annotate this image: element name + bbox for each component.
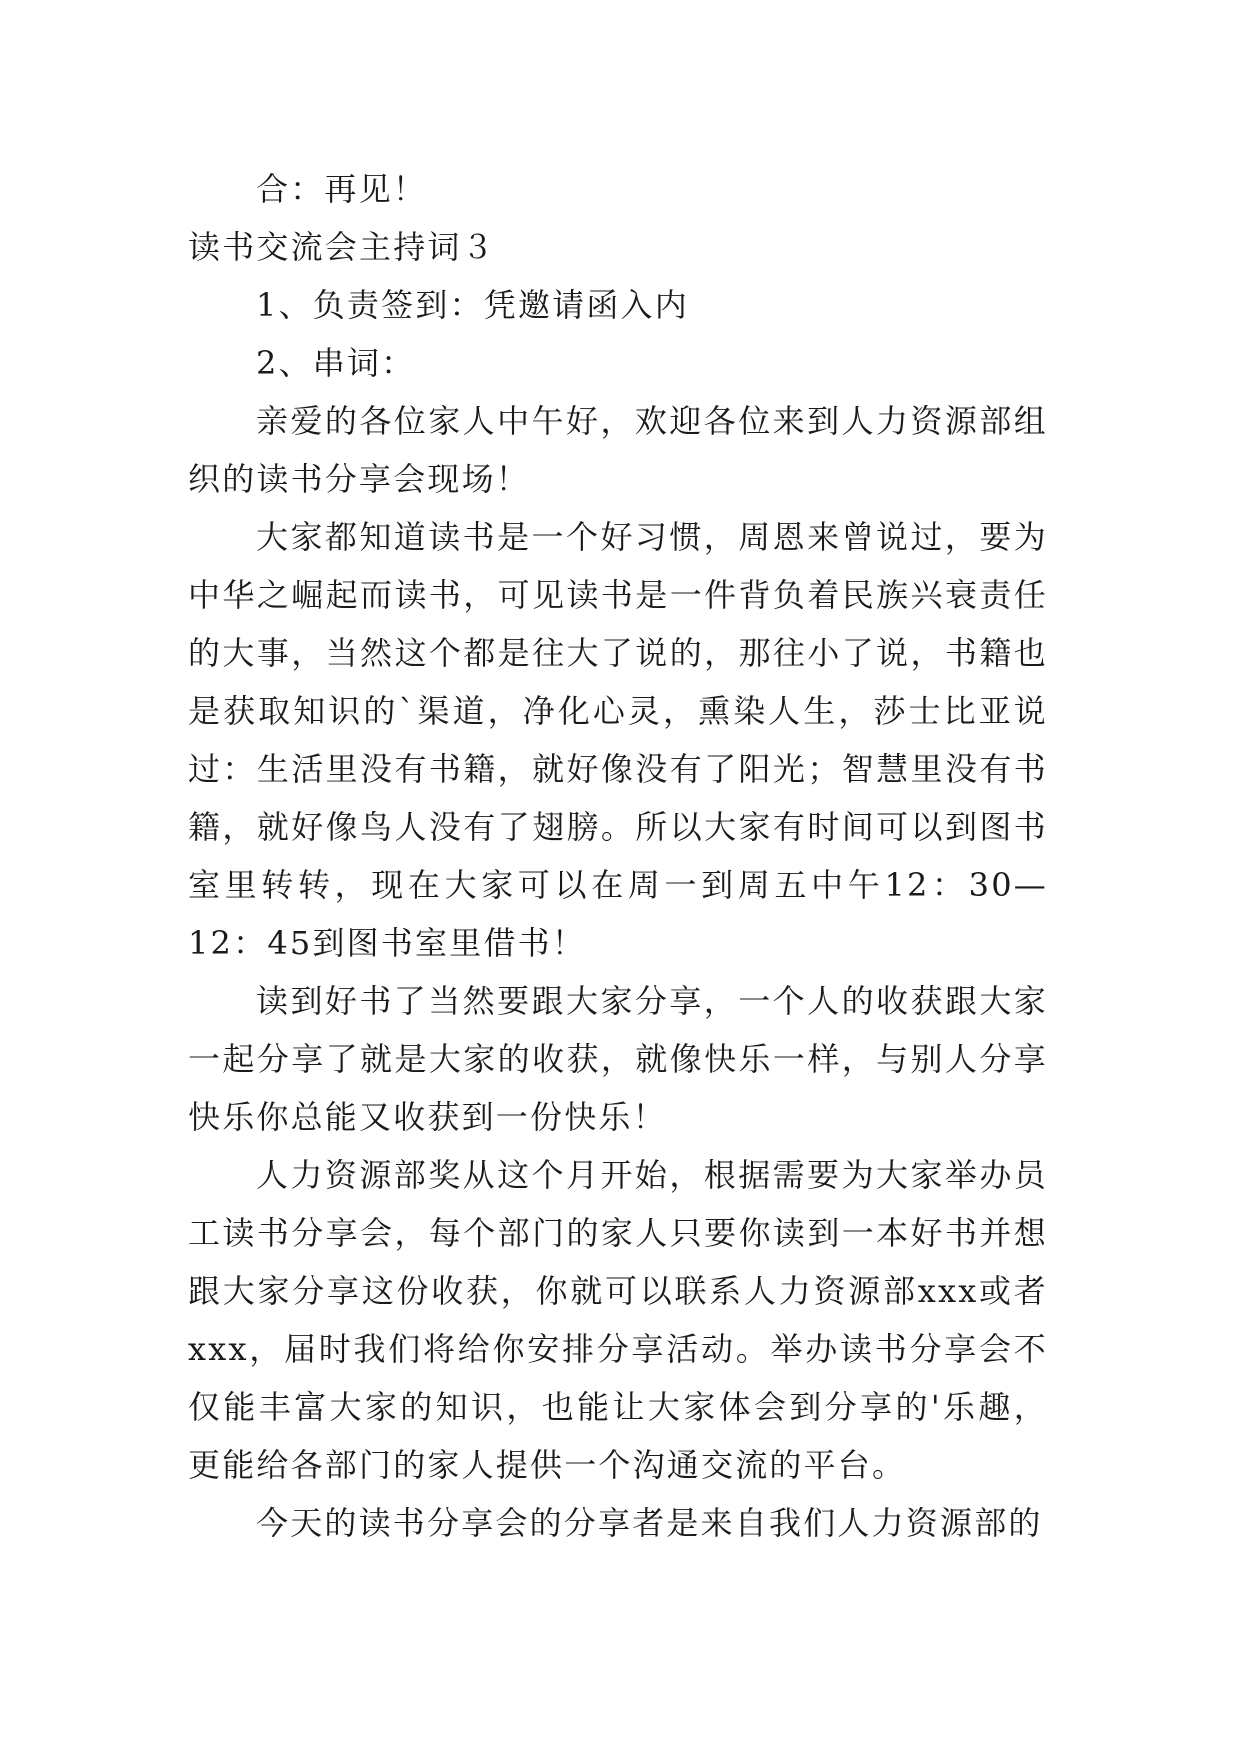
document-body [188, 160, 1048, 1552]
paragraph-reading-habit: 大家都知道读书是一个好习惯，周恩来曾说过，要为中华之崛起而读书，可见读书是一件背负着民族兴衰责任的大事，当然这个都是往大了说的，那往小了说，书籍也是获取知识的`渠道，净化心灵，熏染人生，莎士比亚说过：生活里没有书籍，就好像没有了阳光；智慧里没有书籍，就好像鸟人没有了翅膀。所以大家有时间可以到图书室里转转，现在大家可以在周一到周五中午12：30—12：45到图书室里借书！ [188, 518, 1048, 962]
paragraph-welcome: 亲爱的各位家人中午好，欢迎各位来到人力资源部组织的读书分享会现场！ [188, 402, 1048, 498]
list-item-signin: 1、负责签到：凭邀请函入内 [256, 286, 689, 324]
list-item-script: 2、串词： [256, 344, 416, 382]
section-title: 读书交流会主持词３ [188, 228, 496, 266]
paragraph-sharing: 读到好书了当然要跟大家分享，一个人的收获跟大家一起分享了就是大家的收获，就像快乐一样，与别人分享快乐你总能又收获到一份快乐！ [188, 982, 1048, 1136]
paragraph-hr-event: 人力资源部奖从这个月开始，根据需要为大家举办员工读书分享会，每个部门的家人只要你读到一本好书并想跟大家分享这份收获，你就可以联系人力资源部xxx或者xxx，届时我们将给你安排分享活动。举办读书分享会不仅能丰富大家的知识，也能让大家体会到分享的'乐趣，更能给各部门的家人提供一个沟通交流的平台。 [188, 1156, 1048, 1484]
paragraph-today-sharer: 今天的读书分享会的分享者是来自我们人力资源部的 [256, 1504, 1043, 1542]
closing-line: 合：再见！ [256, 170, 428, 208]
